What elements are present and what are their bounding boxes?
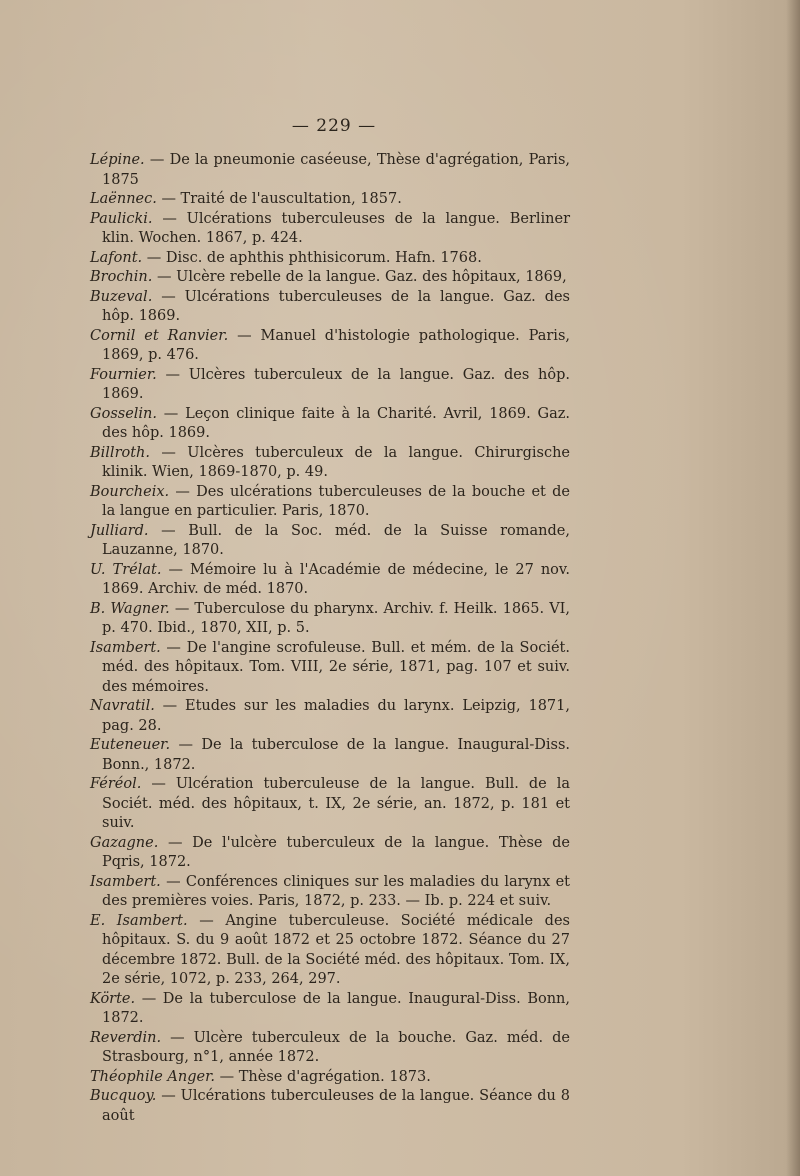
reference-text: — Ulcérations tuberculeuses de la langue. Gaz. des hôp. 1869. [102,288,570,324]
reference-entry [90,151,570,190]
reference-entry [90,990,570,1029]
reference-text: — Thèse d'agrégation. 1873. [215,1068,431,1085]
reference-text: — De la pneumonie caséeuse, Thèse d'agrégation, Paris, 1875 [102,152,570,188]
reference-text: — Ulcérations tuberculeuses de la langue. Séance du 8 août [102,1088,570,1124]
reference-entry [90,639,570,698]
reference-author: Euteneuer. [90,737,171,753]
reference-entry [90,190,570,210]
reference-entry [90,444,570,483]
reference-entry [90,736,570,775]
reference-author: Théophile Anger. [90,1068,216,1085]
reference-author: Gosselin. [90,405,157,422]
reference-entry [90,522,570,561]
reference-author: Féréol. [90,776,142,792]
reference-text: — De l'ulcère tuberculeux de la langue. Thèse de Pqris, 1872. [102,834,570,870]
reference-text: — Conférences cliniques sur les maladies du larynx et des premières voies. Paris, 1872, p. 233. — Ib. p. 224 et suiv. [102,873,570,909]
reference-entry [90,483,570,522]
reference-text: — De la tuberculose de la langue. Inaugural-Diss. Bonn, 1872. [102,990,570,1026]
reference-text: — Manuel d'histologie pathologique. Paris, 1869, p. 476. [102,327,570,363]
reference-entry [90,775,570,834]
reference-author: Fournier. [90,366,157,383]
reference-text: — Des ulcérations tuberculeuses de la bouche et de la langue en particulier. Paris, 1870. [102,483,570,519]
reference-author: Billroth. [90,444,151,461]
reference-author: Isambert. [90,873,161,890]
reference-entry [90,1068,570,1088]
reference-author: B. Wagner. [90,600,170,617]
reference-text: — Ulcères tuberculeux de la langue. Chirurgische klinik. Wien, 1869-1870, p. 49. [102,444,570,480]
reference-author: Laënnec. [90,191,157,207]
page-number: — 229 — [291,116,377,136]
reference-author: U. Trélat. [90,561,162,578]
reference-entry [90,1029,570,1068]
page-edge-shadow [786,0,800,1176]
reference-entry [90,600,570,639]
reference-author: Julliard. [90,522,149,539]
reference-author: Lépine. [90,152,145,168]
reference-entry [90,873,570,912]
reference-author: Cornil et Ranvier. [90,327,229,344]
reference-entry [90,327,570,366]
reference-entry [90,1087,570,1126]
reference-text: — Leçon clinique faite à la Charité. Avril, 1869. Gaz. des hôp. 1869. [102,405,570,441]
reference-author: Isambert. [90,639,161,656]
reference-text: — Tuberculose du pharynx. Archiv. f. Heilk. 1865. VI, p. 470. Ibid., 1870, XII, p. 5. [102,600,570,636]
reference-author: E. Isambert. [90,912,188,929]
reference-author: Buzeval. [90,288,153,305]
reference-entry [90,249,570,269]
reference-text: — Ulcères tuberculeux de la langue. Gaz. des hôp. 1869. [102,366,570,402]
reference-entry [90,268,570,288]
reference-author: Gazagne. [90,834,159,851]
reference-author: Körte. [90,990,136,1007]
reference-author: Paulicki. [90,210,153,227]
reference-author: Brochin. [90,269,153,285]
reference-entry [90,912,570,990]
reference-text: — Mémoire lu à l'Académie de médecine, le 27 nov. 1869. Archiv. de méd. 1870. [102,561,570,597]
reference-entry [90,288,570,327]
reference-text: — De l'angine scrofuleuse. Bull. et mém. de la Sociét. méd. des hôpitaux. Tom. VIII, 2e série, 1871, pag. 107 et suiv. des mémoires. [102,639,570,695]
reference-entry [90,561,570,600]
reference-text: — Ulcération tuberculeuse de la langue. Bull. de la Sociét. méd. des hôpitaux, t. IX, 2e série, an. 1872, p. 181 et suiv. [102,776,570,831]
reference-author: Bourcheix. [90,483,170,500]
reference-text: — Traité de l'auscultation, 1857. [156,191,402,207]
reference-entry [90,834,570,873]
reference-text: — Ulcérations tuberculeuses de la langue. Berliner klin. Wochen. 1867, p. 424. [102,210,570,246]
reference-text: — Angine tuberculeuse. Société médicale des hôpitaux. S. du 9 août 1872 et 25 octobre 1872. Séance du 27 décembre 1872. Bull. de la Société méd. des hôpitaux. Tom. IX, 2e série, 1072, p. 233, 264, 297. [102,912,570,987]
reference-author: Reverdin. [90,1029,162,1046]
reference-entry [90,210,570,249]
reference-text: — Bull. de la Soc. méd. de la Suisse romande, Lauzanne, 1870. [102,522,570,558]
reference-text: — Ulcère tuberculeux de la bouche. Gaz. méd. de Strasbourg, n°1, année 1872. [102,1029,570,1065]
reference-text: — Etudes sur les maladies du larynx. Leipzig, 1871, pag. 28. [102,698,570,734]
reference-text: — Ulcère rebelle de la langue. Gaz. des hôpitaux, 1869, [152,269,567,285]
bibliography-list [90,151,570,1126]
reference-author: Lafont. [90,249,143,266]
reference-entry [90,697,570,736]
reference-text: — Disc. de aphthis phthisicorum. Hafn. 1768. [142,249,482,266]
reference-entry [90,366,570,405]
reference-author: Bucquoy. [90,1088,157,1104]
reference-entry [90,405,570,444]
reference-text: — De la tuberculose de la langue. Inaugural-Diss. Bonn., 1872. [102,737,570,773]
reference-author: Navratil. [90,698,155,714]
